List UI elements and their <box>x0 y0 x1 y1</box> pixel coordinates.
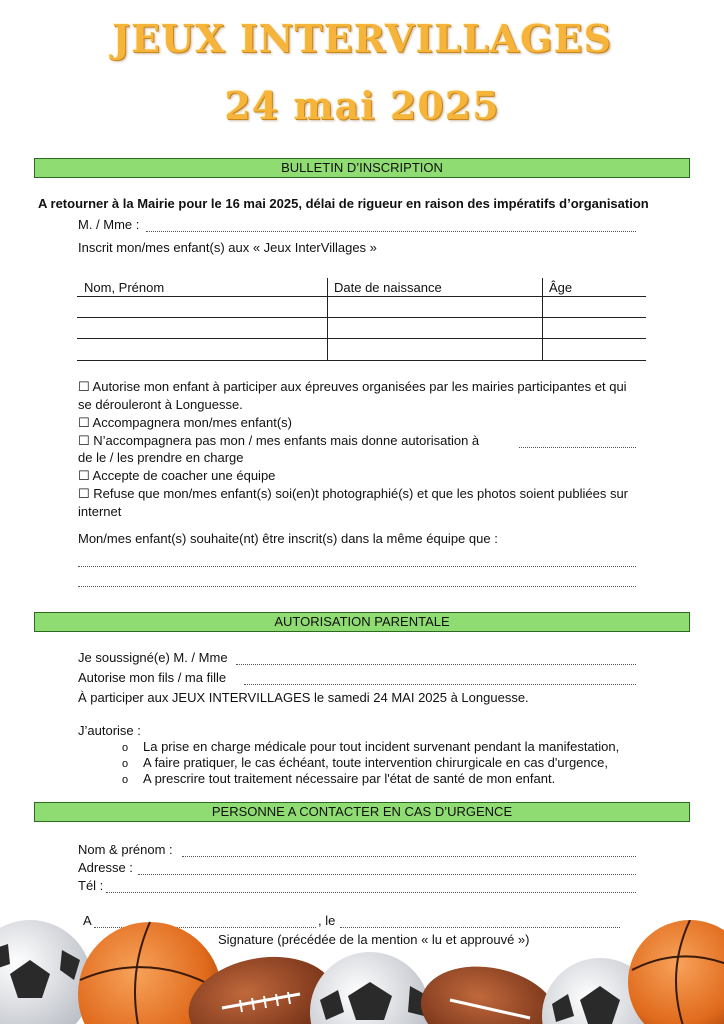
table-header-birthdate: Date de naissance <box>334 280 442 295</box>
check-authorize-participation[interactable]: ☐ Autorise mon enfant à participer aux épreuves organisées par les mairies participantes et qui <box>78 379 627 394</box>
soccer-ball-icon <box>0 920 92 1024</box>
undersigned-label: Je soussigné(e) M. / Mme <box>78 650 228 665</box>
section-band-inscription: BULLETIN D’INSCRIPTION <box>34 158 690 178</box>
child-name-field[interactable] <box>244 672 636 685</box>
table-column-divider <box>542 278 543 360</box>
section-band-autorisation: AUTORISATION PARENTALE <box>34 612 690 632</box>
contact-address-label: Adresse : <box>78 860 133 875</box>
delegate-field[interactable] <box>519 435 636 448</box>
team-wish-field-1[interactable] <box>78 554 636 567</box>
mme-label: M. / Mme : <box>78 217 140 232</box>
contact-address-field[interactable] <box>138 862 636 875</box>
table-rule <box>77 360 646 361</box>
table-rule <box>77 296 646 297</box>
contact-phone-label: Tél : <box>78 878 104 893</box>
check-not-accompany[interactable]: ☐ N’accompagnera pas mon / mes enfants mais donne autorisation à <box>78 433 480 448</box>
contact-phone-field[interactable] <box>106 880 636 893</box>
check-refuse-photos[interactable]: ☐ Refuse que mon/mes enfant(s) soi(en)t photographié(s) et que les photos soient publiées sur <box>78 486 629 501</box>
date-label: , le <box>318 913 336 928</box>
place-label: A <box>83 913 92 928</box>
sports-balls-illustration <box>0 920 724 1024</box>
team-wish-field-2[interactable] <box>78 574 636 587</box>
bullet-icon: o <box>122 758 129 770</box>
check-refuse-photos-cont: internet <box>78 504 122 519</box>
bullet-icon: o <box>122 774 129 786</box>
table-header-name: Nom, Prénom <box>84 280 165 295</box>
check-coach[interactable]: ☐ Accepte de coacher une équipe <box>78 468 276 483</box>
authorize-label: J’autorise : <box>78 723 141 738</box>
page-title: JEUX INTERVILLAGES <box>112 16 612 61</box>
enroll-text: Inscrit mon/mes enfant(s) aux « Jeux InterVillages » <box>78 240 377 255</box>
mme-field[interactable] <box>146 219 636 232</box>
table-column-divider <box>327 278 328 360</box>
check-authorize-participation-cont: se dérouleront à Longuesse. <box>78 397 243 412</box>
authorize-child-label: Autorise mon fils / ma fille <box>78 670 227 685</box>
undersigned-field[interactable] <box>236 652 636 665</box>
signature-label: Signature (précédée de la mention « lu et approuvé ») <box>218 932 530 947</box>
bullet-icon: o <box>122 742 129 754</box>
table-header-age: Âge <box>549 280 573 295</box>
participate-text: À participer aux JEUX INTERVILLAGES le samedi 24 MAI 2025 à Longuesse. <box>78 690 529 705</box>
table-rule <box>77 338 646 339</box>
contact-name-field[interactable] <box>182 844 636 857</box>
authorize-item-3: A prescrire tout traitement nécessaire par l'état de santé de mon enfant. <box>143 771 556 786</box>
team-wish-label: Mon/mes enfant(s) souhaite(nt) être inscrit(s) dans la même équipe que : <box>78 531 498 546</box>
event-date: 24 mai 2025 <box>224 83 500 128</box>
check-not-accompany-cont: de le / les prendre en charge <box>78 450 244 465</box>
return-notice: A retourner à la Mairie pour le 16 mai 2025, délai de rigueur en raison des impératifs d’organisation <box>38 196 649 211</box>
basketball-icon <box>628 920 724 1024</box>
authorize-item-2: A faire pratiquer, le cas échéant, toute intervention chirurgicale en cas d'urgence, <box>143 755 608 770</box>
soccer-ball-icon <box>310 952 430 1024</box>
check-accompany[interactable]: ☐ Accompagnera mon/mes enfant(s) <box>78 415 292 430</box>
authorize-item-1: La prise en charge médicale pour tout incident survenant pendant la manifestation, <box>143 739 620 754</box>
contact-name-label: Nom & prénom : <box>78 842 173 857</box>
table-rule <box>77 317 646 318</box>
section-band-emergency-contact: PERSONNE A CONTACTER EN CAS D’URGENCE <box>34 802 690 822</box>
